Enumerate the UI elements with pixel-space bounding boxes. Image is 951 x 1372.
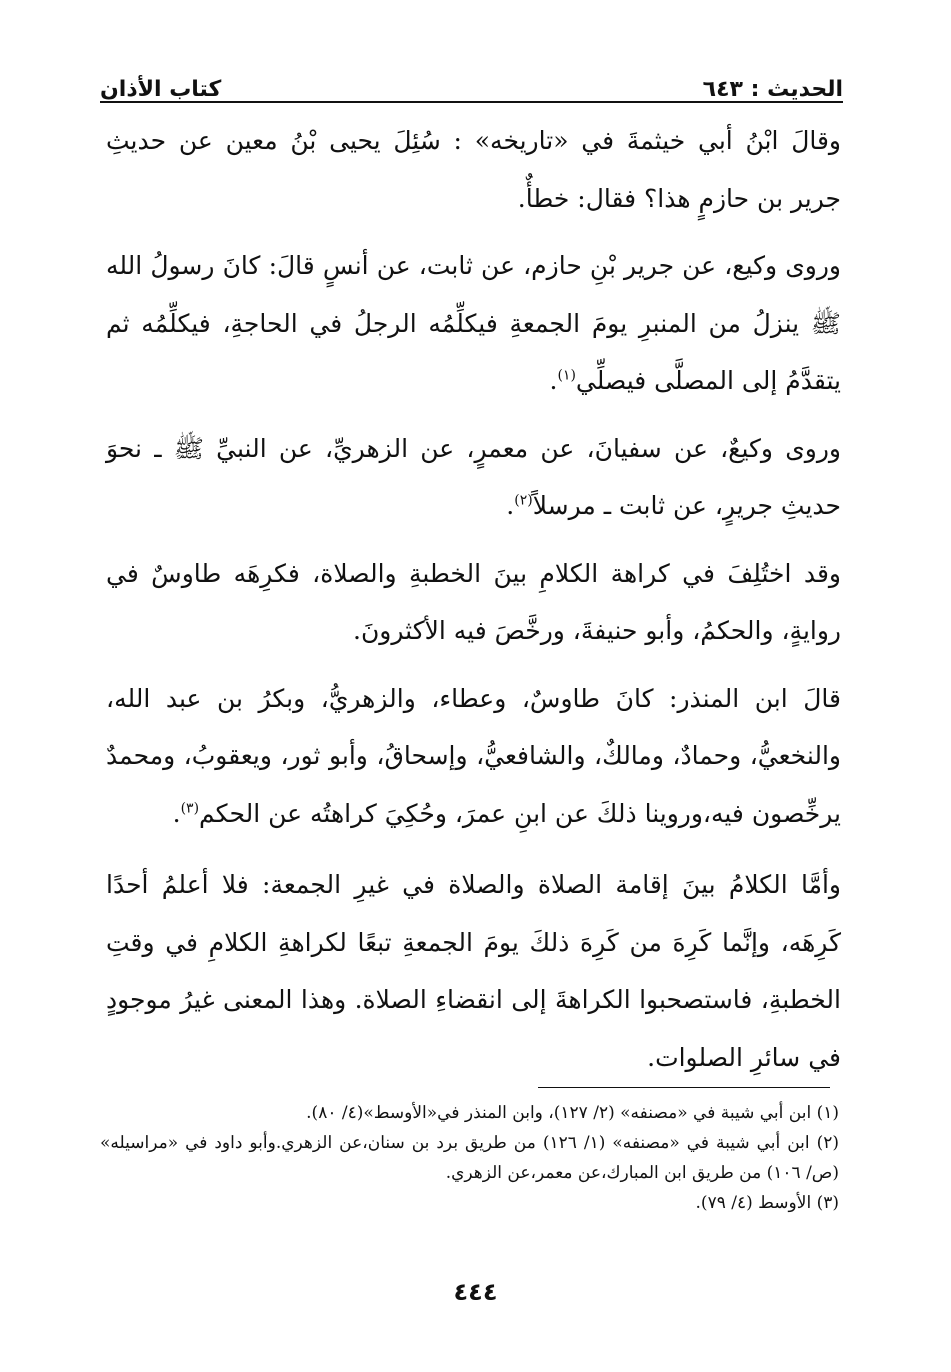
page-number: ٤٤٤ bbox=[453, 1278, 498, 1306]
footnote-2: (٢) ابن أبي شيبة في «مصنفه» (١/ ١٢٦) من طريق برد بن سنان،عن الزهري.وأبو داود في «مراسيله» (ص/ ١٠٦) من طريق ابن المبارك،عن معمر،عن الزهري. bbox=[100, 1133, 839, 1183]
footnote-1: (١) ابن أبي شيبة في «مصنفه» (٢/ ١٢٧)، وابن المنذر في«الأوسط»(٤/ ٨٠). bbox=[306, 1103, 839, 1123]
paragraph-3 bbox=[106, 420, 841, 535]
paragraph-4-text: وقد اختُلِفَ في كراهة الكلامِ بينَ الخطبةِ والصلاة، فكرِهَه طاوسٌ في روايةٍ، والحكمُ، وأبو حنيفةَ، ورخَّصَ فيه الأكثرونَ. bbox=[106, 558, 841, 645]
footnotes bbox=[100, 1098, 839, 1218]
footnote-ref-1: (١) bbox=[557, 367, 576, 384]
paragraph-1-text: وقالَ ابْنُ أبي خيثمةَ في «تاريخه» : سُئِلَ يحيى بْنُ معين عن حديثِ جرير بن حازمٍ هذا؟ فقال: خطأٌ. bbox=[106, 126, 841, 213]
paragraph-2-end: . bbox=[549, 366, 558, 395]
paragraph-3-end: . bbox=[506, 491, 515, 520]
footnote-ref-2: (٢) bbox=[514, 492, 533, 509]
paragraph-6 bbox=[106, 856, 841, 1086]
paragraph-2 bbox=[106, 237, 841, 410]
main-text bbox=[106, 112, 841, 1086]
paragraph-1 bbox=[106, 112, 841, 227]
running-header bbox=[100, 62, 843, 102]
paragraph-2-text: وروى وكيع، عن جرير بْنِ حازم، عن ثابت، عن أنسٍ قالَ: كانَ رسولُ الله ﷺ ينزلُ من المنبرِ يومَ الجمعةِ فيكلِّمُه الرجلُ في الحاجةِ، فيكلِّمُه ثم يتقدَّمُ إلى المصلَّى فيصلِّي bbox=[106, 251, 842, 395]
footnote-3: (٣) الأوسط (٤/ ٧٩). bbox=[695, 1193, 839, 1213]
paragraph-5-end: . bbox=[172, 798, 181, 828]
paragraph-5 bbox=[106, 670, 841, 843]
header-hadith-number: الحديث : ٦٤٣ bbox=[702, 77, 843, 102]
header-book-title: كتاب الأذان bbox=[100, 77, 222, 102]
footnote-separator bbox=[538, 1087, 830, 1088]
header-rule bbox=[100, 101, 843, 103]
paragraph-5-text: قالَ ابن المنذر: كانَ طاوسٌ، وعطاء، والزهريُّ، وبكرُ بن عبد الله، والنخعيُّ، وحمادٌ، ومالكٌ، والشافعيُّ، وإسحاقُ، وأبو ثور، ويعقوبُ، ومحمدٌ يرخِّصون فيه،وروينا ذلكَ عن ابنِ عمرَ، وحُكِيَ كراهتُه عن الحكم bbox=[106, 683, 841, 828]
footnote-ref-3: (٣) bbox=[180, 800, 200, 817]
paragraph-3-text: وروى وكيعٌ، عن سفيانَ، عن معمرٍ، عن الزهريِّ، عن النبيِّ ﷺ ـ نحوَ حديثِ جريرٍ، عن ثابت ـ مرسلاً bbox=[106, 433, 841, 520]
paragraph-4 bbox=[106, 545, 841, 660]
paragraph-6-text: وأمَّا الكلامُ بينَ إقامة الصلاة والصلاة في غيرِ الجمعة: فلا أعلمُ أحدًا كَرِهَه، وإنَّما كَرِهَ من كَرِهَ ذلكَ يومَ الجمعةِ تبعًا لكراهةِ الكلامِ في وقتِ الخطبةِ، فاستصحبوا الكراهةَ إلى انقضاءِ الصلاة. وهذا المعنى غيرُ موجودٍ في سائرِ الصلوات. bbox=[106, 870, 841, 1072]
